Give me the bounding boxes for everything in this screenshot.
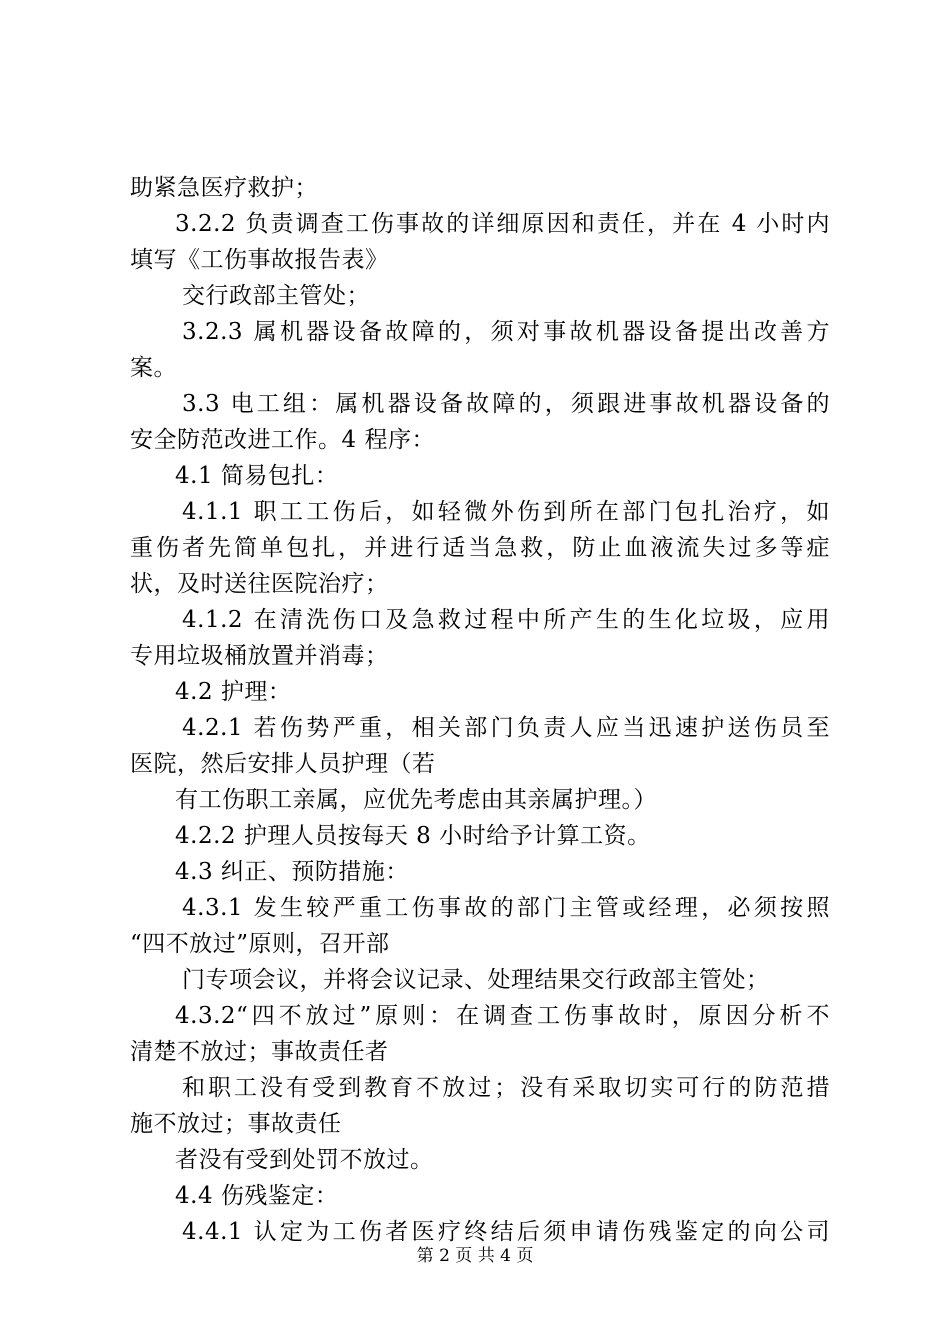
- text-line: “四不放过”原则，召开部: [130, 931, 390, 957]
- text-line: 交行政部主管处；: [182, 283, 370, 309]
- text-line: 4.4 伤残鉴定：: [175, 1183, 339, 1209]
- text-line: 3.2.2 负责调查工伤事故的详细原因和责任，并在 4 小时内: [175, 211, 830, 237]
- text-line: 填写《工伤事故报告表》: [130, 247, 389, 273]
- text-line: 安全防范改进工作。4 程序：: [130, 427, 435, 453]
- text-line: 医院，然后安排人员护理（若: [130, 751, 436, 777]
- text-line: 4.3.2“四不放过”原则：在调查工伤事故时，原因分析不: [175, 1003, 830, 1029]
- text-line: 4.1 简易包扎：: [175, 463, 339, 489]
- text-line: 4.3.1 发生较严重工伤事故的部门主管或经理，必须按照: [182, 895, 830, 921]
- text-line: 4.4.1 认定为工伤者医疗终结后须申请伤残鉴定的向公司: [182, 1219, 830, 1245]
- text-line: 4.2.1 若伤势严重，相关部门负责人应当迅速护送伤员至: [182, 715, 830, 741]
- text-line: 状，及时送往医院治疗；: [130, 571, 389, 597]
- text-line: 4.2 护理：: [175, 679, 292, 705]
- text-line: 4.1.2 在清洗伤口及急救过程中所产生的生化垃圾，应用: [182, 607, 830, 633]
- text-line: 和职工没有受到教育不放过；没有采取切实可行的防范措: [182, 1075, 830, 1101]
- text-line: 4.3 纠正、预防措施：: [175, 859, 409, 885]
- text-line: 重伤者先简单包扎，并进行适当急救，防止血液流失过多等症: [130, 535, 830, 561]
- text-line: 4.2.2 护理人员按每天 8 小时给予计算工资。: [175, 823, 651, 849]
- text-line: 者没有受到处罚不放过。: [175, 1147, 434, 1173]
- page-number-footer: 第 2 页 共 4 页: [416, 1246, 534, 1266]
- text-line: 案。: [130, 355, 177, 381]
- text-line: 4.1.1 职工工伤后，如轻微外伤到所在部门包扎治疗，如: [182, 499, 830, 525]
- text-line: 专用垃圾桶放置并消毒；: [130, 643, 389, 669]
- text-line: 助紧急医疗救护；: [130, 175, 318, 201]
- text-line: 门专项会议，并将会议记录、处理结果交行政部主管处；: [182, 967, 770, 993]
- text-line: 3.2.3 属机器设备故障的，须对事故机器设备提出改善方: [182, 319, 830, 345]
- text-line: 3.3 电工组：属机器设备故障的，须跟进事故机器设备的: [182, 391, 830, 417]
- text-line: 清楚不放过；事故责任者: [130, 1039, 389, 1065]
- text-line: 施不放过；事故责任: [130, 1111, 342, 1137]
- text-line: 有工伤职工亲属，应优先考虑由其亲属护理。）: [175, 787, 657, 813]
